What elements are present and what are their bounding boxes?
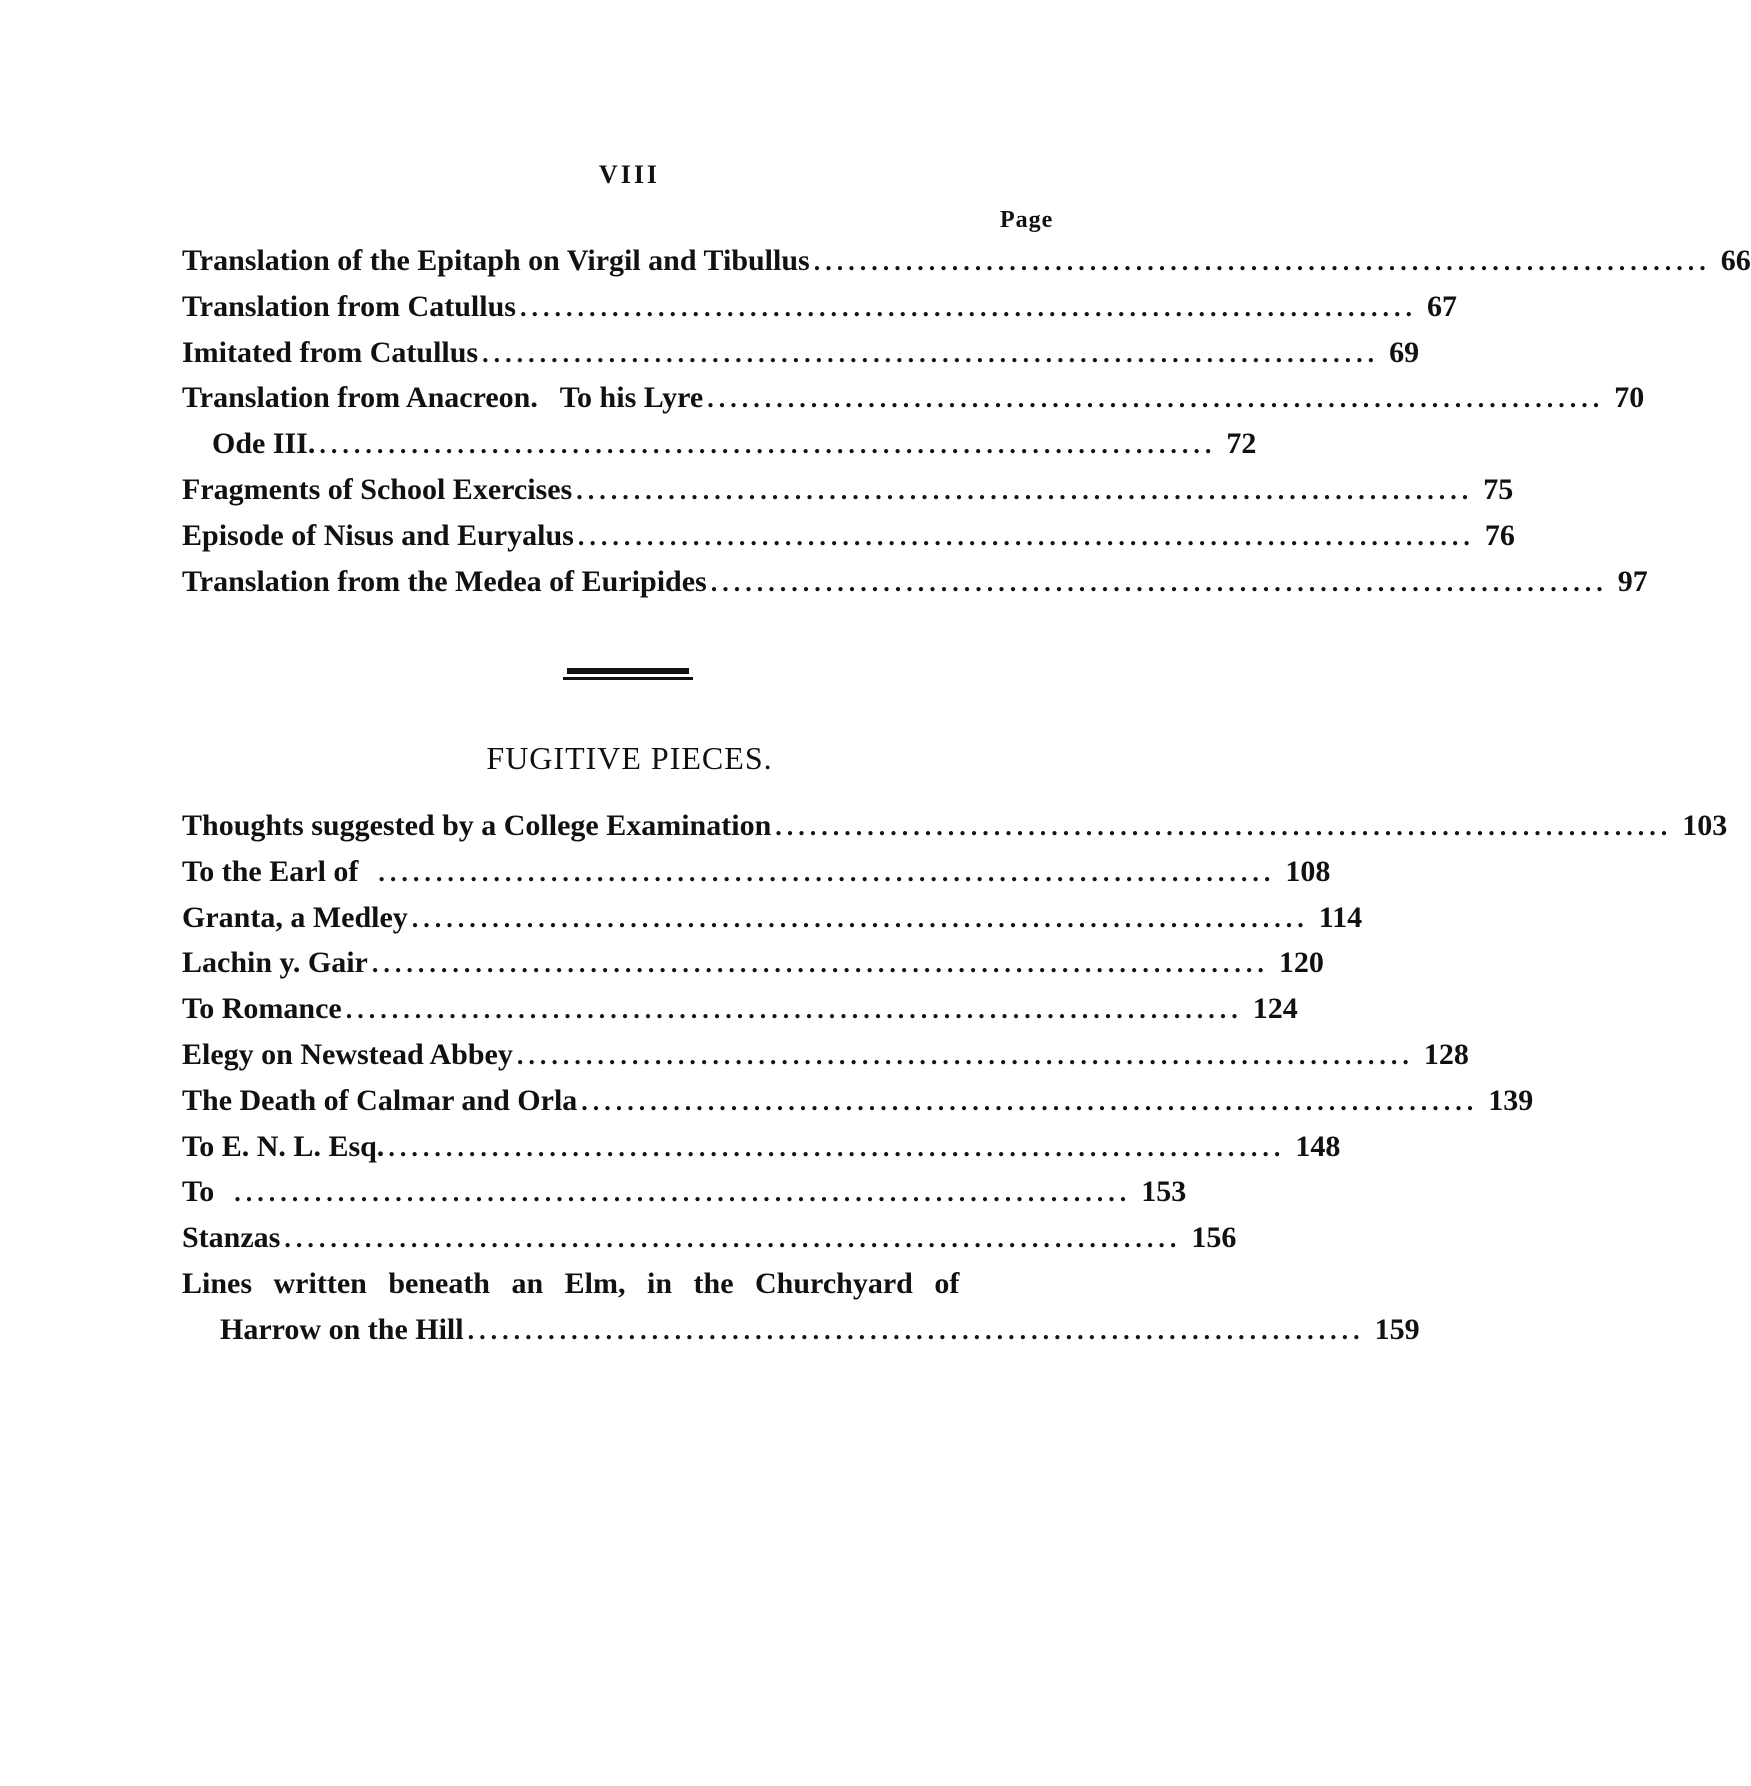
leader-dots: .............................................................................. bbox=[519, 292, 1417, 322]
leader-dots: .............................................................................. bbox=[710, 567, 1608, 597]
toc-entry-page: 66 bbox=[1720, 244, 1751, 277]
toc-entry-title: Translation from the Medea of Euripides bbox=[182, 564, 707, 598]
toc-entry-page: 67 bbox=[1426, 289, 1457, 323]
leader-dots: .............................................................................. bbox=[707, 384, 1605, 414]
toc-entry-page: 69 bbox=[1389, 335, 1420, 369]
toc-entry-title: Ode III. bbox=[212, 427, 316, 461]
toc-entry-page: 128 bbox=[1423, 1037, 1469, 1071]
toc-entry bbox=[182, 1215, 1237, 1261]
toc-list-fugitive-pieces bbox=[182, 803, 1728, 1353]
toc-entry-page: 108 bbox=[1285, 854, 1331, 888]
toc-entry bbox=[182, 238, 1751, 284]
toc-entry bbox=[182, 940, 1324, 986]
toc-entry-title: To the Earl of bbox=[182, 854, 359, 888]
toc-entry-line1 bbox=[182, 1261, 1074, 1307]
section-ornament bbox=[563, 668, 693, 680]
leader-dots: .............................................................................. bbox=[319, 430, 1217, 460]
toc-entry-title: Translation from Catullus bbox=[182, 289, 516, 323]
leader-dots: .............................................................................. bbox=[581, 1086, 1479, 1116]
leader-dots: .............................................................................. bbox=[577, 521, 1475, 551]
toc-entry bbox=[182, 895, 1363, 941]
page-folio: VIII bbox=[598, 160, 661, 189]
toc-entry bbox=[182, 375, 1645, 421]
toc-entry-page: 76 bbox=[1484, 518, 1515, 552]
toc-list-translations bbox=[182, 238, 1751, 604]
toc-entry bbox=[182, 1169, 1187, 1215]
leader-dots: .............................................................................. bbox=[775, 812, 1673, 841]
leader-dots: .............................................................................. bbox=[234, 1178, 1132, 1208]
toc-entry-page: 153 bbox=[1141, 1175, 1187, 1209]
leader-dots: .............................................................................. bbox=[482, 338, 1380, 368]
toc-entry-title: To E. N. L. Esq. bbox=[182, 1129, 385, 1163]
toc-entry bbox=[182, 803, 1728, 849]
toc-entry-page: 75 bbox=[1483, 472, 1514, 506]
toc-entry bbox=[182, 986, 1298, 1032]
toc-entry-title: Elegy on Newstead Abbey bbox=[182, 1037, 513, 1071]
toc-entry bbox=[182, 1078, 1534, 1124]
toc-entry-title: The Death of Calmar and Orla bbox=[182, 1083, 578, 1117]
toc-entry-page: 156 bbox=[1191, 1221, 1237, 1255]
page-column-label: Page bbox=[1000, 207, 1054, 233]
toc-entry bbox=[182, 559, 1648, 605]
toc-entry-page: 139 bbox=[1488, 1083, 1534, 1117]
toc-entry-page: 103 bbox=[1682, 809, 1728, 842]
toc-entry-title: Translation of the Epitaph on Virgil and Tibullus bbox=[182, 244, 810, 277]
toc-entry-title: Lachin y. Gair bbox=[182, 946, 368, 980]
toc-entry bbox=[182, 849, 1331, 895]
toc-entry-title: Fragments of School Exercises bbox=[182, 472, 573, 506]
toc-entry-title: To bbox=[182, 1175, 215, 1209]
toc-entry-page: 114 bbox=[1318, 900, 1363, 934]
section-title: FUGITIVE PIECES. bbox=[486, 740, 773, 776]
toc-entry-title: Translation from Anacreon. To his Lyre bbox=[182, 381, 704, 415]
leader-dots: .............................................................................. bbox=[576, 475, 1474, 505]
leader-dots: .............................................................................. bbox=[371, 949, 1269, 979]
leader-dots: .............................................................................. bbox=[516, 1040, 1414, 1070]
leader-dots: .............................................................................. bbox=[813, 247, 1711, 276]
toc-entry bbox=[182, 421, 1257, 467]
toc-entry-page: 120 bbox=[1278, 946, 1324, 980]
toc-entry-line2 bbox=[182, 1307, 1420, 1353]
toc-entry-title-cont: Harrow on the Hill bbox=[220, 1312, 464, 1346]
toc-entry bbox=[182, 1032, 1469, 1078]
toc-entry-page: 72 bbox=[1226, 427, 1257, 461]
toc-entry bbox=[182, 1124, 1341, 1170]
toc-entry-title: Stanzas bbox=[182, 1221, 281, 1255]
leader-dots: .............................................................................. bbox=[411, 903, 1309, 933]
toc-entry bbox=[182, 330, 1420, 376]
leader-dots: .............................................................................. bbox=[345, 995, 1243, 1025]
toc-entry-title: Imitated from Catullus bbox=[182, 335, 479, 369]
toc-entry-page: 159 bbox=[1374, 1312, 1420, 1346]
toc-entry-page: 124 bbox=[1252, 992, 1298, 1026]
toc-entry-page: 148 bbox=[1295, 1129, 1341, 1163]
toc-entry-title: Lines written beneath an Elm, in the Churchyard of bbox=[182, 1266, 960, 1300]
toc-entry-title: Granta, a Medley bbox=[182, 900, 408, 934]
leader-dots: .............................................................................. bbox=[467, 1315, 1365, 1345]
toc-entry-page: 70 bbox=[1614, 381, 1645, 415]
toc-entry bbox=[182, 284, 1457, 330]
toc-entry-title: Thoughts suggested by a College Examination bbox=[182, 809, 772, 842]
toc-entry bbox=[182, 467, 1514, 513]
leader-dots: .............................................................................. bbox=[388, 1132, 1286, 1162]
toc-entry-title: Episode of Nisus and Euryalus bbox=[182, 518, 574, 552]
leader-dots: .............................................................................. bbox=[284, 1224, 1182, 1254]
toc-entry bbox=[182, 513, 1515, 559]
toc-entry-title: To Romance bbox=[182, 992, 342, 1026]
leader-dots: .............................................................................. bbox=[378, 857, 1276, 887]
toc-entry-page: 97 bbox=[1617, 564, 1648, 598]
